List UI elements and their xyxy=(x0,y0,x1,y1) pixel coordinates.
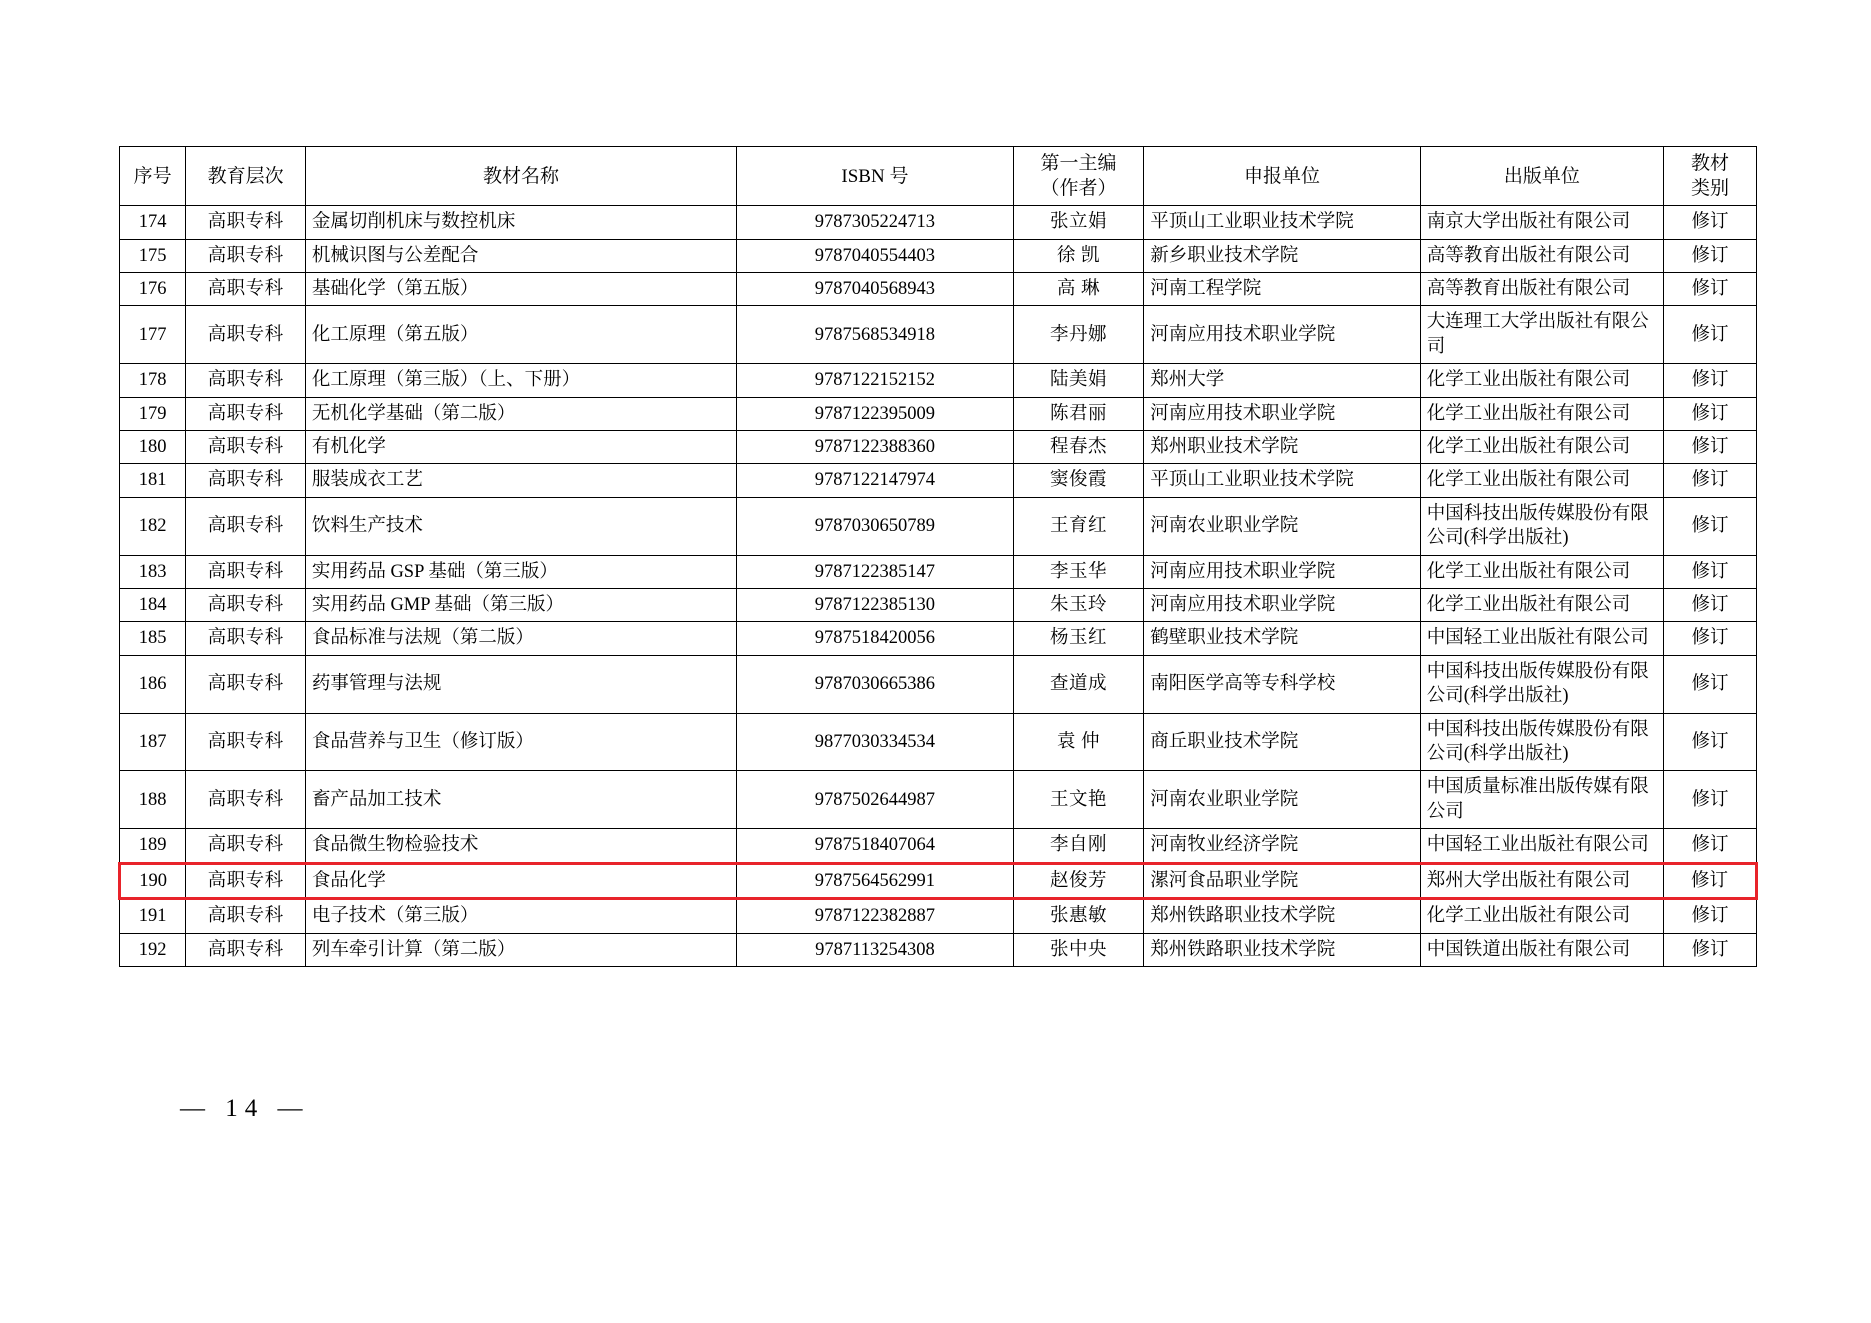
cell-publisher: 中国铁道出版社有限公司 xyxy=(1420,933,1663,966)
table-row xyxy=(120,464,1757,497)
cell-textbook-title: 服装成衣工艺 xyxy=(305,464,736,497)
cell-publisher: 化学工业出版社有限公司 xyxy=(1420,464,1663,497)
cell-applicant-unit: 郑州大学 xyxy=(1144,364,1421,397)
cell-textbook-type: 修订 xyxy=(1664,555,1757,588)
cell-index: 185 xyxy=(120,622,186,655)
table-row xyxy=(120,829,1757,863)
cell-chief-editor: 张惠敏 xyxy=(1013,899,1144,933)
cell-publisher: 高等教育出版社有限公司 xyxy=(1420,239,1663,272)
cell-chief-editor: 袁 仲 xyxy=(1013,713,1144,771)
cell-isbn: 9787113254308 xyxy=(737,933,1014,966)
cell-index: 176 xyxy=(120,272,186,305)
cell-textbook-type: 修订 xyxy=(1664,713,1757,771)
cell-publisher: 中国轻工业出版社有限公司 xyxy=(1420,829,1663,863)
cell-textbook-title: 列车牵引计算（第二版） xyxy=(305,933,736,966)
cell-textbook-title: 实用药品 GSP 基础（第三版） xyxy=(305,555,736,588)
cell-publisher: 化学工业出版社有限公司 xyxy=(1420,431,1663,464)
table-row xyxy=(120,431,1757,464)
cell-textbook-title: 实用药品 GMP 基础（第三版） xyxy=(305,589,736,622)
table-row xyxy=(120,899,1757,933)
cell-chief-editor: 高 琳 xyxy=(1013,272,1144,305)
cell-isbn: 9787305224713 xyxy=(737,206,1014,239)
cell-publisher: 中国科技出版传媒股份有限公司(科学出版社) xyxy=(1420,655,1663,713)
cell-index: 190 xyxy=(120,863,186,898)
cell-textbook-title: 畜产品加工技术 xyxy=(305,771,736,829)
cell-publisher: 化学工业出版社有限公司 xyxy=(1420,364,1663,397)
cell-index: 183 xyxy=(120,555,186,588)
cell-publisher: 化学工业出版社有限公司 xyxy=(1420,397,1663,430)
column-header-type-line2: 类别 xyxy=(1691,178,1730,200)
column-header-index-line1: 序号 xyxy=(133,165,172,187)
cell-applicant-unit: 河南农业职业学院 xyxy=(1144,771,1421,829)
cell-publisher: 南京大学出版社有限公司 xyxy=(1420,206,1663,239)
cell-education-level: 高职专科 xyxy=(186,206,305,239)
cell-textbook-title: 食品标准与法规（第二版） xyxy=(305,622,736,655)
cell-isbn: 9877030334534 xyxy=(737,713,1014,771)
cell-textbook-type: 修订 xyxy=(1664,829,1757,863)
cell-applicant-unit: 河南应用技术职业学院 xyxy=(1144,397,1421,430)
cell-applicant-unit: 河南牧业经济学院 xyxy=(1144,829,1421,863)
cell-index: 189 xyxy=(120,829,186,863)
cell-applicant-unit: 平顶山工业职业技术学院 xyxy=(1144,464,1421,497)
cell-textbook-title: 化工原理（第五版） xyxy=(305,306,736,364)
cell-textbook-type: 修订 xyxy=(1664,464,1757,497)
cell-isbn: 9787030665386 xyxy=(737,655,1014,713)
textbook-list-table xyxy=(118,146,1758,967)
cell-isbn: 9787122388360 xyxy=(737,431,1014,464)
table-header-row xyxy=(120,147,1757,206)
table-row xyxy=(120,497,1757,555)
cell-textbook-title: 食品营养与卫生（修订版） xyxy=(305,713,736,771)
table-row xyxy=(120,655,1757,713)
page-number: — 14 — xyxy=(180,1095,310,1122)
cell-applicant-unit: 漯河食品职业学院 xyxy=(1144,863,1421,898)
cell-education-level: 高职专科 xyxy=(186,829,305,863)
cell-chief-editor: 朱玉玲 xyxy=(1013,589,1144,622)
column-header-publisher: 出版单位 xyxy=(1420,147,1663,206)
cell-chief-editor: 张中央 xyxy=(1013,933,1144,966)
cell-textbook-type: 修订 xyxy=(1664,206,1757,239)
cell-chief-editor: 程春杰 xyxy=(1013,431,1144,464)
table-row xyxy=(120,397,1757,430)
cell-textbook-type: 修订 xyxy=(1664,306,1757,364)
table-row xyxy=(120,239,1757,272)
column-header-isbn: ISBN 号 xyxy=(737,147,1014,206)
cell-publisher: 化学工业出版社有限公司 xyxy=(1420,589,1663,622)
cell-applicant-unit: 平顶山工业职业技术学院 xyxy=(1144,206,1421,239)
cell-chief-editor: 李自刚 xyxy=(1013,829,1144,863)
column-header-level: 教育层次 xyxy=(186,147,305,206)
cell-chief-editor: 王文艳 xyxy=(1013,771,1144,829)
cell-education-level: 高职专科 xyxy=(186,933,305,966)
cell-isbn: 9787122147974 xyxy=(737,464,1014,497)
textbook-list-table-wrap xyxy=(118,146,1758,967)
cell-publisher: 化学工业出版社有限公司 xyxy=(1420,555,1663,588)
table-row xyxy=(120,306,1757,364)
cell-education-level: 高职专科 xyxy=(186,863,305,898)
cell-textbook-type: 修订 xyxy=(1664,397,1757,430)
cell-textbook-type: 修订 xyxy=(1664,364,1757,397)
cell-index: 179 xyxy=(120,397,186,430)
cell-isbn: 9787122385147 xyxy=(737,555,1014,588)
cell-isbn: 9787518420056 xyxy=(737,622,1014,655)
cell-textbook-title: 金属切削机床与数控机床 xyxy=(305,206,736,239)
cell-chief-editor: 李玉华 xyxy=(1013,555,1144,588)
cell-isbn: 9787030650789 xyxy=(737,497,1014,555)
table-row xyxy=(120,364,1757,397)
table-header xyxy=(120,147,1757,206)
cell-education-level: 高职专科 xyxy=(186,272,305,305)
cell-textbook-type: 修订 xyxy=(1664,272,1757,305)
cell-textbook-type: 修订 xyxy=(1664,431,1757,464)
column-header-author xyxy=(1013,147,1144,206)
table-row xyxy=(120,555,1757,588)
cell-chief-editor: 赵俊芳 xyxy=(1013,863,1144,898)
column-header-index xyxy=(120,147,186,206)
cell-index: 181 xyxy=(120,464,186,497)
cell-index: 180 xyxy=(120,431,186,464)
cell-publisher: 中国科技出版传媒股份有限公司(科学出版社) xyxy=(1420,497,1663,555)
cell-isbn: 9787564562991 xyxy=(737,863,1014,898)
cell-index: 188 xyxy=(120,771,186,829)
cell-textbook-title: 无机化学基础（第二版） xyxy=(305,397,736,430)
table-row xyxy=(120,622,1757,655)
cell-isbn: 9787122385130 xyxy=(737,589,1014,622)
cell-applicant-unit: 河南应用技术职业学院 xyxy=(1144,306,1421,364)
cell-education-level: 高职专科 xyxy=(186,713,305,771)
cell-index: 187 xyxy=(120,713,186,771)
cell-isbn: 9787518407064 xyxy=(737,829,1014,863)
cell-applicant-unit: 鹤壁职业技术学院 xyxy=(1144,622,1421,655)
table-row xyxy=(120,933,1757,966)
cell-education-level: 高职专科 xyxy=(186,555,305,588)
table-row xyxy=(120,863,1757,898)
cell-textbook-type: 修订 xyxy=(1664,655,1757,713)
cell-applicant-unit: 郑州铁路职业技术学院 xyxy=(1144,899,1421,933)
cell-applicant-unit: 河南应用技术职业学院 xyxy=(1144,555,1421,588)
cell-chief-editor: 陆美娟 xyxy=(1013,364,1144,397)
cell-index: 182 xyxy=(120,497,186,555)
cell-textbook-title: 有机化学 xyxy=(305,431,736,464)
table-row xyxy=(120,272,1757,305)
column-header-author-line2: （作者） xyxy=(1040,178,1117,200)
cell-publisher: 中国科技出版传媒股份有限公司(科学出版社) xyxy=(1420,713,1663,771)
cell-isbn: 9787040554403 xyxy=(737,239,1014,272)
cell-chief-editor: 窦俊霞 xyxy=(1013,464,1144,497)
cell-publisher: 化学工业出版社有限公司 xyxy=(1420,899,1663,933)
cell-education-level: 高职专科 xyxy=(186,464,305,497)
cell-applicant-unit: 河南农业职业学院 xyxy=(1144,497,1421,555)
column-header-type-line1: 教材 xyxy=(1691,153,1730,174)
cell-education-level: 高职专科 xyxy=(186,622,305,655)
cell-index: 175 xyxy=(120,239,186,272)
cell-index: 191 xyxy=(120,899,186,933)
cell-publisher: 中国轻工业出版社有限公司 xyxy=(1420,622,1663,655)
table-row xyxy=(120,206,1757,239)
cell-applicant-unit: 郑州职业技术学院 xyxy=(1144,431,1421,464)
cell-chief-editor: 张立娟 xyxy=(1013,206,1144,239)
cell-applicant-unit: 新乡职业技术学院 xyxy=(1144,239,1421,272)
cell-chief-editor: 陈君丽 xyxy=(1013,397,1144,430)
cell-chief-editor: 王育红 xyxy=(1013,497,1144,555)
cell-textbook-title: 食品化学 xyxy=(305,863,736,898)
column-header-apply-unit: 申报单位 xyxy=(1144,147,1421,206)
table-row xyxy=(120,713,1757,771)
cell-applicant-unit: 商丘职业技术学院 xyxy=(1144,713,1421,771)
column-header-author-line1: 第一主编 xyxy=(1040,153,1117,174)
table-row xyxy=(120,771,1757,829)
cell-textbook-title: 饮料生产技术 xyxy=(305,497,736,555)
table-row xyxy=(120,589,1757,622)
cell-chief-editor: 查道成 xyxy=(1013,655,1144,713)
cell-isbn: 9787122395009 xyxy=(737,397,1014,430)
cell-textbook-title: 化工原理（第三版）（上、下册） xyxy=(305,364,736,397)
cell-publisher: 中国质量标准出版传媒有限公司 xyxy=(1420,771,1663,829)
cell-textbook-type: 修订 xyxy=(1664,239,1757,272)
cell-isbn: 9787122382887 xyxy=(737,899,1014,933)
cell-textbook-type: 修订 xyxy=(1664,863,1757,898)
cell-education-level: 高职专科 xyxy=(186,497,305,555)
cell-textbook-title: 机械识图与公差配合 xyxy=(305,239,736,272)
cell-isbn: 9787040568943 xyxy=(737,272,1014,305)
column-header-type xyxy=(1664,147,1757,206)
cell-applicant-unit: 郑州铁路职业技术学院 xyxy=(1144,933,1421,966)
cell-education-level: 高职专科 xyxy=(186,239,305,272)
cell-applicant-unit: 河南工程学院 xyxy=(1144,272,1421,305)
cell-index: 192 xyxy=(120,933,186,966)
column-header-title: 教材名称 xyxy=(305,147,736,206)
cell-publisher: 郑州大学出版社有限公司 xyxy=(1420,863,1663,898)
cell-publisher: 高等教育出版社有限公司 xyxy=(1420,272,1663,305)
cell-textbook-type: 修订 xyxy=(1664,933,1757,966)
cell-isbn: 9787502644987 xyxy=(737,771,1014,829)
cell-index: 178 xyxy=(120,364,186,397)
cell-index: 184 xyxy=(120,589,186,622)
cell-education-level: 高职专科 xyxy=(186,397,305,430)
cell-textbook-title: 基础化学（第五版） xyxy=(305,272,736,305)
cell-textbook-type: 修订 xyxy=(1664,899,1757,933)
cell-textbook-type: 修订 xyxy=(1664,622,1757,655)
cell-education-level: 高职专科 xyxy=(186,771,305,829)
cell-education-level: 高职专科 xyxy=(186,364,305,397)
cell-education-level: 高职专科 xyxy=(186,306,305,364)
cell-isbn: 9787122152152 xyxy=(737,364,1014,397)
cell-education-level: 高职专科 xyxy=(186,899,305,933)
cell-education-level: 高职专科 xyxy=(186,589,305,622)
cell-textbook-type: 修订 xyxy=(1664,589,1757,622)
cell-chief-editor: 杨玉红 xyxy=(1013,622,1144,655)
cell-isbn: 9787568534918 xyxy=(737,306,1014,364)
cell-publisher: 大连理工大学出版社有限公司 xyxy=(1420,306,1663,364)
cell-education-level: 高职专科 xyxy=(186,655,305,713)
cell-index: 174 xyxy=(120,206,186,239)
cell-textbook-title: 食品微生物检验技术 xyxy=(305,829,736,863)
cell-index: 177 xyxy=(120,306,186,364)
cell-chief-editor: 徐 凯 xyxy=(1013,239,1144,272)
cell-index: 186 xyxy=(120,655,186,713)
cell-education-level: 高职专科 xyxy=(186,431,305,464)
table-body xyxy=(120,206,1757,967)
cell-textbook-title: 药事管理与法规 xyxy=(305,655,736,713)
cell-chief-editor: 李丹娜 xyxy=(1013,306,1144,364)
cell-applicant-unit: 南阳医学高等专科学校 xyxy=(1144,655,1421,713)
cell-textbook-title: 电子技术（第三版） xyxy=(305,899,736,933)
cell-textbook-type: 修订 xyxy=(1664,497,1757,555)
cell-textbook-type: 修订 xyxy=(1664,771,1757,829)
cell-applicant-unit: 河南应用技术职业学院 xyxy=(1144,589,1421,622)
